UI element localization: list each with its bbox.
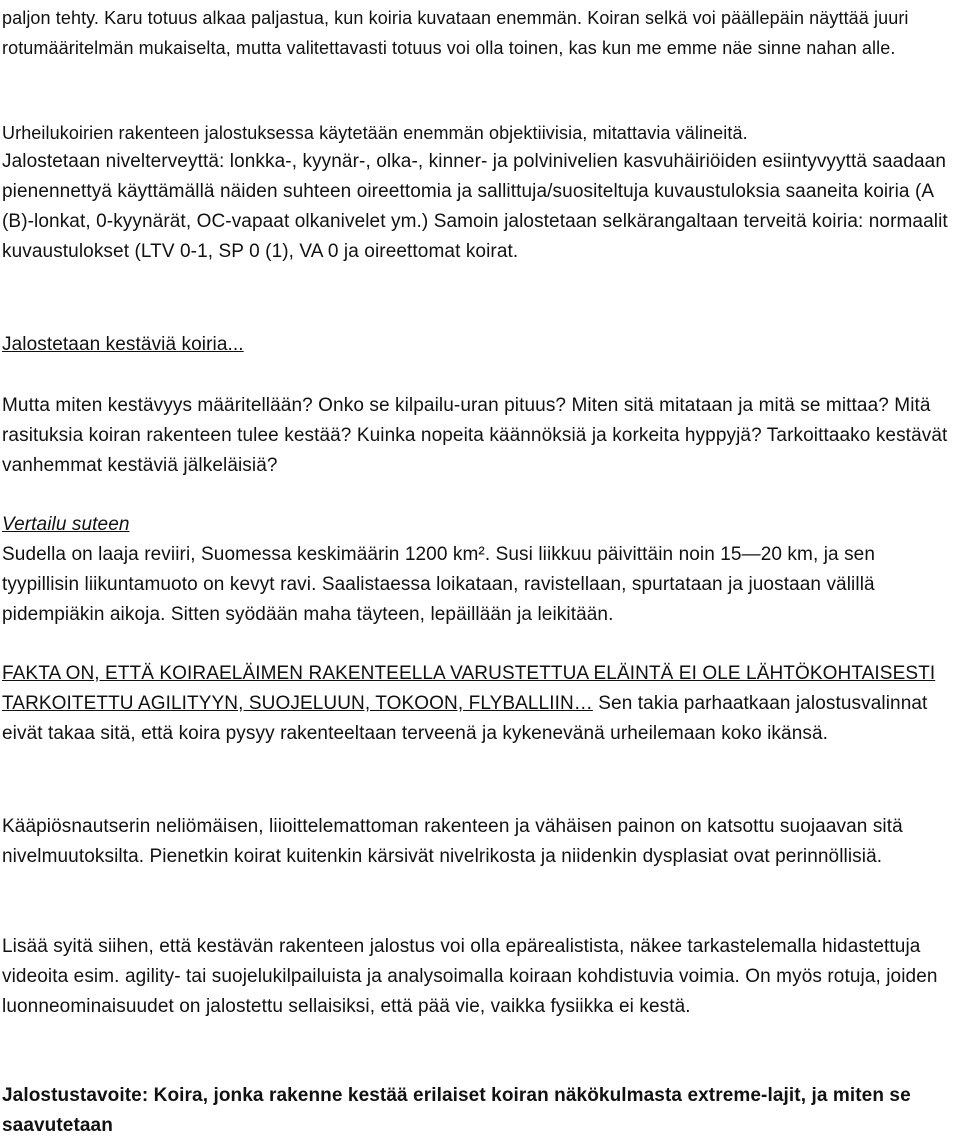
intro-paragraph: paljon tehty. Karu totuus alkaa paljastua, kun koiria kuvataan enemmän. Koiran selkä voi päällepäin näyttää juuri rotumääritelmän mukaiselta, mutta valitettavasti totuus voi olla toinen, kas kun me emme näe sinne nahan alle. [2,8,909,58]
joint-health-paragraph: Jalostetaan nivelterveyttä: lonkka-, kyynär-, olka-, kinner- ja polvinivelien kasvuhäiriöiden esiintyvyyttä saadaan pienennettyä käyttämällä näiden suhteen oireettomia ja sallittuja/suositeltuja kuvaustuloksia saaneita koiria (A (B)-lonkat, 0-kyynärät, OC-vapaat olkanivelet ym.) Samoin jalostetaan selkärangaltaan terveitä koiria: normaalit kuvaustulokset (LTV 0-1, SP 0 (1), VA 0 ja oireettomat koirat. [2,151,948,262]
objective-tools-paragraph: Urheilukoirien rakenteen jalostuksessa käytetään enemmän objektiivisia, mitattavia välineitä. [2,123,748,143]
fact-continuation: Sen takia parhaatkaan jalostusvalinnat eivät takaa sitä, että koira pysyy rakenteeltaan terveenä ja kykenevänä urheilemaan koko ikänsä. [2,693,928,744]
durability-questions-paragraph: Mutta miten kestävyys määritellään? Onko se kilpailu-uran pituus? Miten sitä mitataan ja mitä se mittaa? Mitä rasituksia koiran rakenteen tulee kestää? Kuinka nopeita käännöksiä ja korkeita hyppyjä? Tarkoittaako kestävät vanhemmat kestäviä jälkeläisiä? [2,395,948,476]
breeding-goal-paragraph: Jalostustavoite: Koira, jonka rakenne kestää erilaiset koiran näkökulmasta extreme-lajit, ja miten se saavutetaan [2,1085,911,1136]
fact-uppercase-statement: FAKTA ON, ETTÄ KOIRAELÄIMEN RAKENTEELLA VARUSTETTUA ELÄINTÄ EI OLE LÄHTÖKOHTAISESTI TARKOITETTU AGILITYYN, SUOJELUUN, TOKOON, FLYBALLIIN… [2,663,936,714]
unrealistic-breeding-paragraph: Lisää syitä siihen, että kestävän rakenteen jalostus voi olla epärealistista, näkee tarkastelemalla hidastettuja videoita esim. agility- tai suojelukilpailuista ja analysoimalla koiraan kohdistuvia voimia. On myös rotuja, joiden luonneominaisuudet on jalostettu sellaisiksi, että pää vie, vaikka fysiikka ei kestä. [2,936,938,1017]
miniature-schnauzer-paragraph: Kääpiösnautserin neliömäisen, liioittelemattoman rakenteen ja vähäisen painon on katsottu suojaavan sitä nivelmuutoksilta. Pienetkin koirat kuitenkin kärsivät nivelrikosta ja niidenkin dysplasiat ovat perinnöllisiä. [2,816,903,867]
wolf-paragraph: Sudella on laaja reviiri, Suomessa keskimäärin 1200 km². Susi liikkuu päivittäin noin 15—20 km, ja sen tyypillisin liikuntamuoto on kevyt ravi. Saalistaessa loikataan, ravistellaan, spurtataan ja juostaan välillä pidempiäkin aikoja. Sitten syödään maha täyteen, lepäillään ja leikitään. [2,544,876,625]
durable-dogs-heading: Jalostetaan kestäviä koiria... [2,334,244,355]
wolf-comparison-heading: Vertailu suteen [2,514,130,535]
fact-paragraph [2,659,954,749]
